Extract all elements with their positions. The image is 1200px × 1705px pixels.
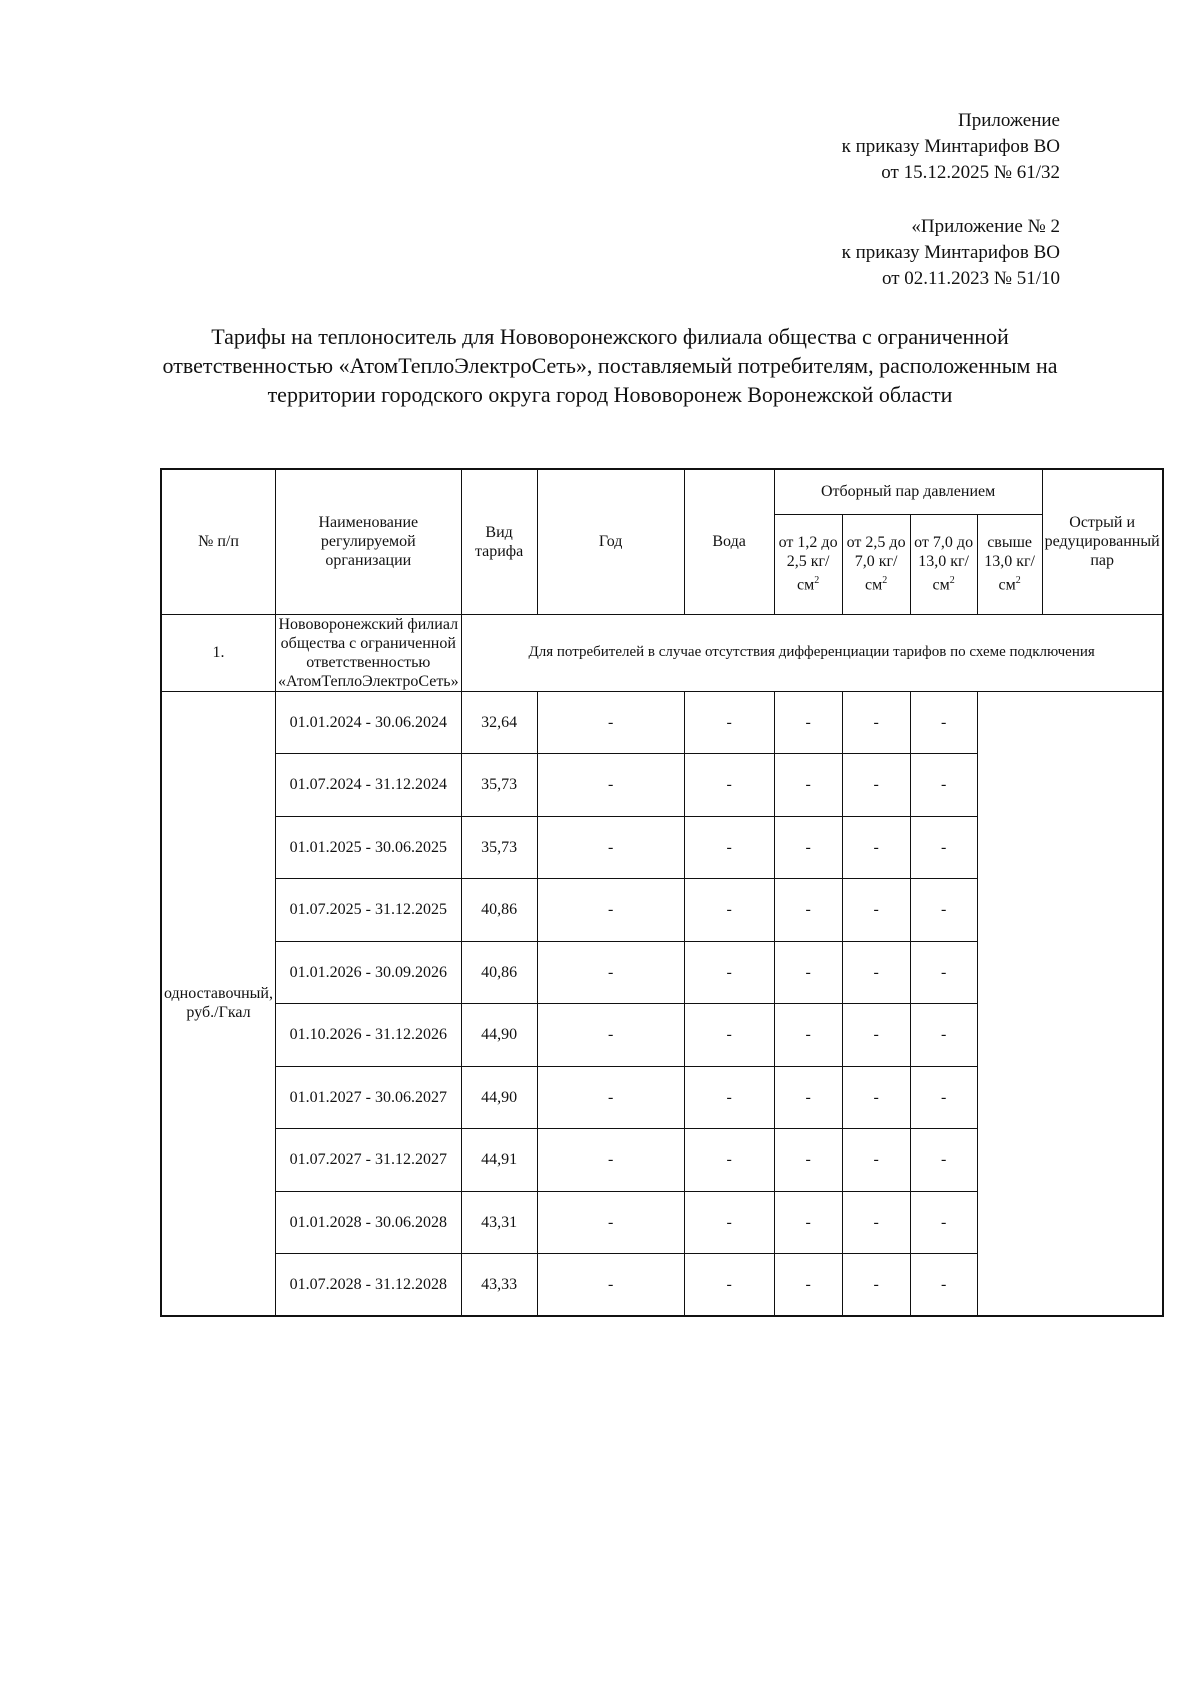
cell-p3: - <box>774 816 842 879</box>
cell-p3: - <box>774 1254 842 1317</box>
cell-water: 44,90 <box>461 1004 537 1067</box>
cell-p2: - <box>684 816 774 879</box>
cell-p4: - <box>842 1129 910 1192</box>
table-row <box>161 1004 1163 1067</box>
cell-period: 01.07.2027 - 31.12.2027 <box>275 1129 461 1192</box>
cell-p4: - <box>842 691 910 754</box>
cell-p2: - <box>684 1004 774 1067</box>
cell-p1: - <box>537 1129 684 1192</box>
appendix-line: Приложение <box>958 110 1060 131</box>
table-row <box>161 816 1163 879</box>
cell-p1: - <box>537 754 684 817</box>
cell-p1: - <box>537 1191 684 1254</box>
header-type: Вид тарифа <box>461 469 537 614</box>
cell-p2: - <box>684 1254 774 1317</box>
cell-p3: - <box>774 691 842 754</box>
table-row <box>161 879 1163 942</box>
cell-p4: - <box>842 816 910 879</box>
appendix-reference <box>842 108 1060 186</box>
cell-period: 01.01.2025 - 30.06.2025 <box>275 816 461 879</box>
header-p1: от 1,2 до 2,5 $кг/см^2$ <box>774 514 842 614</box>
cell-period: 01.07.2028 - 31.12.2028 <box>275 1254 461 1317</box>
cell-sharp: - <box>910 941 977 1004</box>
org-name: Нововоронежский филиал общества с ограниченной ответственностью «АтомТеплоЭлектроСеть» <box>275 614 461 691</box>
cell-period: 01.01.2024 - 30.06.2024 <box>275 691 461 754</box>
cell-p2: - <box>684 879 774 942</box>
table-row <box>161 1129 1163 1192</box>
cell-p1: - <box>537 1066 684 1129</box>
cell-p4: - <box>842 1066 910 1129</box>
subheader: Для потребителей в случае отсутствия дифференциации тарифов по схеме подключения <box>461 614 1163 691</box>
table-row <box>161 1254 1163 1317</box>
cell-sharp: - <box>910 1066 977 1129</box>
cell-p3: - <box>774 754 842 817</box>
cell-p1: - <box>537 879 684 942</box>
header-num: № п/п <box>161 469 275 614</box>
cell-sharp: - <box>910 1004 977 1067</box>
table-row <box>161 691 1163 754</box>
appendix-line: к приказу Минтарифов ВО <box>841 242 1060 263</box>
cell-p3: - <box>774 1066 842 1129</box>
table-row <box>161 1066 1163 1129</box>
cell-p4: - <box>842 1004 910 1067</box>
row-num: 1. <box>161 614 275 691</box>
header-water: Вода <box>684 469 774 614</box>
cell-sharp: - <box>910 816 977 879</box>
cell-p4: - <box>842 879 910 942</box>
cell-p1: - <box>537 816 684 879</box>
cell-period: 01.07.2025 - 31.12.2025 <box>275 879 461 942</box>
header-year: Год <box>537 469 684 614</box>
cell-sharp: - <box>910 1254 977 1317</box>
cell-p3: - <box>774 879 842 942</box>
cell-period: 01.10.2026 - 31.12.2026 <box>275 1004 461 1067</box>
cell-p2: - <box>684 1066 774 1129</box>
cell-period: 01.01.2026 - 30.09.2026 <box>275 941 461 1004</box>
cell-sharp: - <box>910 691 977 754</box>
cell-p4: - <box>842 754 910 817</box>
table-row <box>161 754 1163 817</box>
cell-p1: - <box>537 1004 684 1067</box>
cell-p1: - <box>537 1254 684 1317</box>
cell-water: 40,86 <box>461 941 537 1004</box>
cell-p2: - <box>684 1129 774 1192</box>
tariff-table <box>160 468 1164 1317</box>
cell-p3: - <box>774 1004 842 1067</box>
cell-sharp: - <box>910 1129 977 1192</box>
cell-water: 43,31 <box>461 1191 537 1254</box>
header-org: Наименование регулируемой организации <box>275 469 461 614</box>
cell-water: 43,33 <box>461 1254 537 1317</box>
cell-p1: - <box>537 941 684 1004</box>
cell-p3: - <box>774 1191 842 1254</box>
cell-water: 35,73 <box>461 754 537 817</box>
cell-water: 44,91 <box>461 1129 537 1192</box>
appendix-line: «Приложение № 2 <box>911 216 1060 237</box>
cell-period: 01.01.2027 - 30.06.2027 <box>275 1066 461 1129</box>
cell-p4: - <box>842 1254 910 1317</box>
cell-p4: - <box>842 941 910 1004</box>
cell-sharp: - <box>910 879 977 942</box>
appendix-line: от 02.11.2023 № 51/10 <box>881 268 1060 289</box>
cell-p2: - <box>684 754 774 817</box>
cell-water: 40,86 <box>461 879 537 942</box>
cell-p2: - <box>684 691 774 754</box>
cell-water: 44,90 <box>461 1066 537 1129</box>
cell-p3: - <box>774 1129 842 1192</box>
table-row <box>161 941 1163 1004</box>
cell-p2: - <box>684 941 774 1004</box>
tariff-type: одноставочный, руб./Гкал <box>161 691 275 1316</box>
cell-p4: - <box>842 1191 910 1254</box>
header-sharp-steam: Острый и редуцированный пар <box>1042 469 1163 614</box>
header-p4: свыше 13,0 $кг/см^2$ <box>977 514 1042 614</box>
cell-period: 01.01.2028 - 30.06.2028 <box>275 1191 461 1254</box>
table-row <box>161 1191 1163 1254</box>
cell-water: 35,73 <box>461 816 537 879</box>
cell-sharp: - <box>910 1191 977 1254</box>
cell-p2: - <box>684 1191 774 1254</box>
appendix2-reference <box>842 214 1060 292</box>
cell-p3: - <box>774 941 842 1004</box>
cell-period: 01.07.2024 - 31.12.2024 <box>275 754 461 817</box>
header-steam-group: Отборный пар давлением <box>774 469 1042 514</box>
document-title: Тарифы на теплоноситель для Нововоронежского филиала общества с ограниченной ответственностью «АтомТеплоЭлектроСеть», поставляемый потребителям, расположенным на территории городского округа город Нововоронеж Воронежской области <box>162 324 1058 407</box>
appendix-line: от 15.12.2025 № 61/32 <box>881 162 1060 183</box>
cell-water: 32,64 <box>461 691 537 754</box>
header-p3: от 7,0 до 13,0 $кг/см^2$ <box>910 514 977 614</box>
appendix-line: к приказу Минтарифов ВО <box>841 136 1060 157</box>
header-p2: от 2,5 до 7,0 $кг/см^2$ <box>842 514 910 614</box>
cell-p1: - <box>537 691 684 754</box>
cell-sharp: - <box>910 754 977 817</box>
